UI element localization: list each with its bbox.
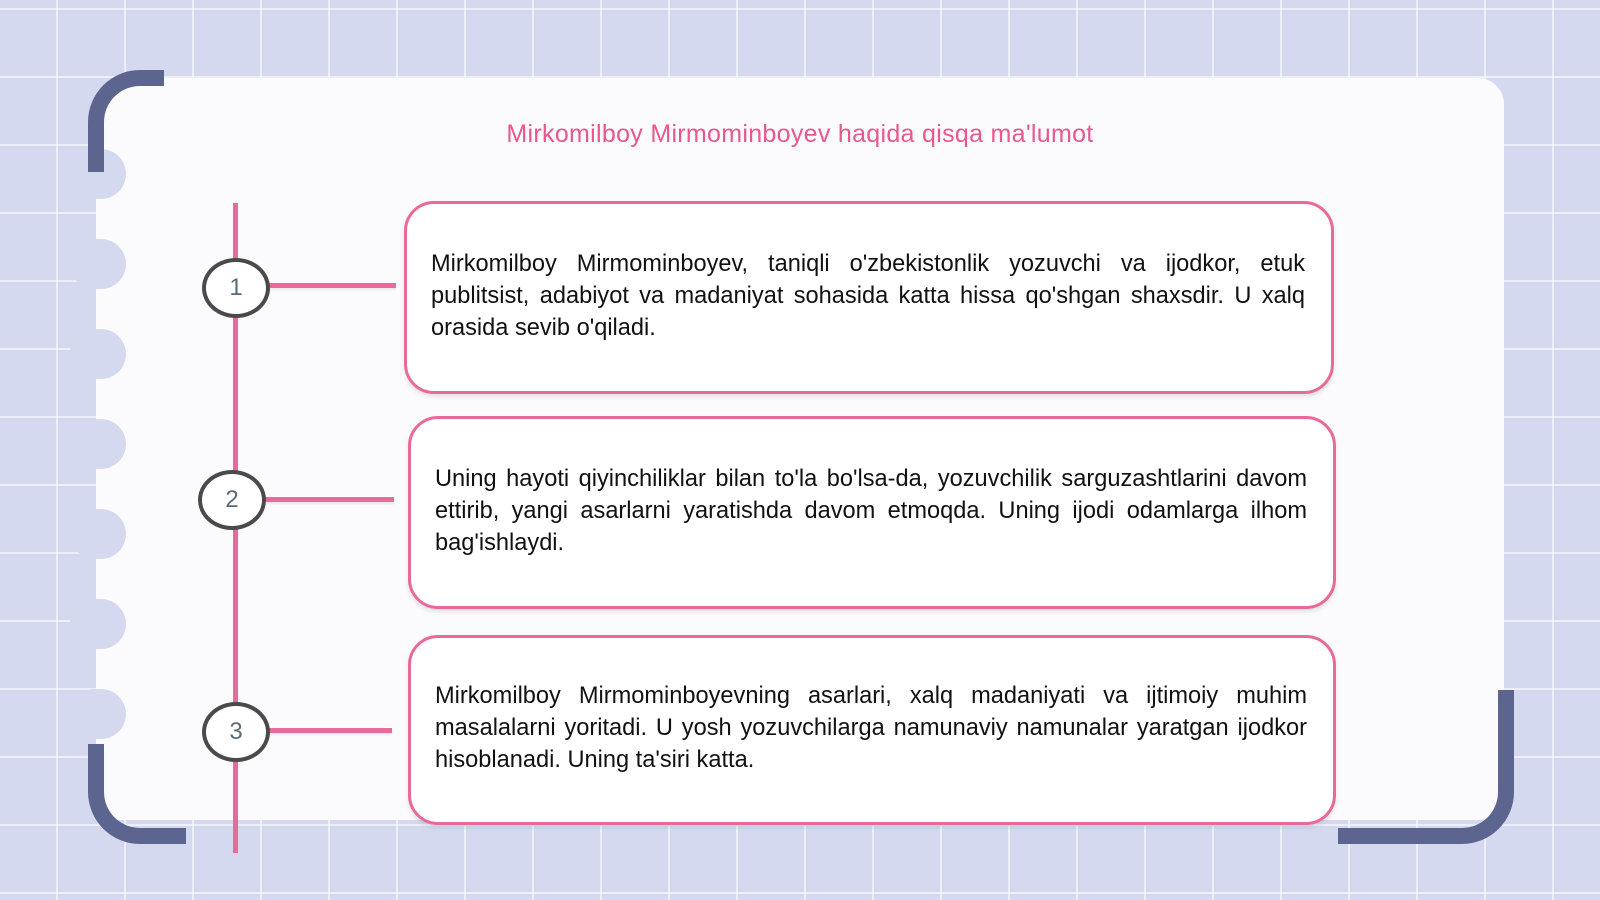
step-number-circle: 2 xyxy=(198,470,266,530)
paper-notch xyxy=(70,239,126,289)
paper-notch xyxy=(70,419,126,469)
paper-notch xyxy=(70,509,126,559)
step-card-text: Mirkomilboy Mirmominboyevning asarlari, xalq madaniyati va ijtimoiy muhim masalalarni yoritadi. U yosh yozuvchilarga namunaviy namunalar yaratgan ijodkor hisoblanadi. Uning ta'siri katta. xyxy=(435,683,1307,773)
step-connector xyxy=(262,497,394,502)
step-connector xyxy=(264,283,396,288)
corner-bracket-top-left xyxy=(88,70,164,172)
step-card xyxy=(404,201,1334,394)
corner-bracket-bottom-left xyxy=(88,744,186,844)
step-card xyxy=(408,416,1336,609)
step-card xyxy=(408,635,1336,825)
corner-bracket-bottom-right xyxy=(1338,690,1514,844)
paper-notch xyxy=(70,599,126,649)
paper-notch xyxy=(70,329,126,379)
slide-title: Mirkomilboy Mirmominboyev haqida qisqa ma'lumot xyxy=(506,120,1094,148)
step-number-circle: 3 xyxy=(202,702,270,762)
paper-notch xyxy=(70,689,126,739)
step-connector xyxy=(264,728,392,733)
step-number-circle: 1 xyxy=(202,258,270,318)
step-card-text: Uning hayoti qiyinchiliklar bilan to'la bo'lsa-da, yozuvchilik sarguzashtlarini davom ettirib, yangi asarlarni yaratishda davom etmoqda. Uning ijodi odamlarga ilhom bag'ishlaydi. xyxy=(435,465,1307,556)
step-card-text: Mirkomilboy Mirmominboyev, taniqli o'zbekistonlik yozuvchi va ijodkor, etuk publitsist, adabiyot va madaniyat sohasida katta hissa qo'shgan shaxsdir. U xalq orasida sevib o'qiladi. xyxy=(431,250,1305,341)
